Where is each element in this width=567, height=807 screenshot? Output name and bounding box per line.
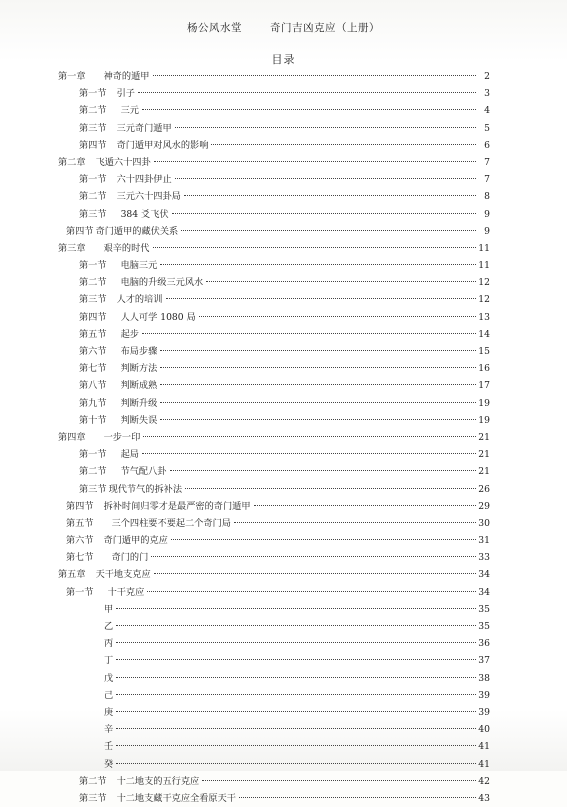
entry-number: 第三节	[79, 483, 107, 495]
entry-page-number: 21	[478, 449, 490, 461]
entry-title: 起局	[120, 449, 139, 461]
entry-page-number: 38	[478, 672, 490, 684]
toc-section-entry	[58, 584, 490, 601]
entry-number: 第三节	[79, 122, 107, 134]
entry-page-number: 7	[484, 174, 490, 186]
entry-title: 十二地支的五行克应	[116, 775, 200, 787]
entry-page-number: 34	[478, 569, 490, 581]
toc-section-entry	[58, 515, 490, 532]
dot-leader	[234, 522, 476, 523]
toc-section-entry	[58, 274, 490, 291]
toc-subentry	[58, 618, 490, 635]
entry-title: 拆补时间归零才是最严密的奇门遁甲	[103, 500, 251, 512]
entry-number: 第一章	[58, 71, 86, 82]
header-book-title: 奇门吉凶克应（上册）	[270, 22, 380, 34]
toc-section-entry	[58, 223, 490, 240]
toc-section-entry	[58, 120, 490, 137]
entry-page-number: 19	[478, 397, 490, 409]
entry-number: 第十节	[79, 414, 107, 426]
toc-chapter-entry	[58, 154, 490, 171]
entry-page-number: 11	[478, 260, 490, 272]
dot-leader	[185, 488, 476, 489]
dot-leader	[147, 591, 476, 592]
toc-section-entry	[58, 412, 490, 429]
dot-leader	[142, 453, 476, 454]
entry-page-number: 7	[484, 156, 490, 168]
entry-number: 第八节	[79, 380, 107, 392]
dot-leader	[116, 677, 476, 678]
entry-number: 第五节	[79, 328, 107, 340]
entry-page-number: 16	[478, 363, 490, 375]
entry-title: 庚	[104, 706, 114, 718]
entry-page-number: 31	[478, 535, 490, 547]
dot-leader	[138, 92, 476, 93]
entry-page-number: 41	[478, 741, 490, 753]
toc-section-entry	[58, 532, 490, 549]
toc-section-entry	[58, 309, 490, 326]
dot-leader	[143, 436, 476, 437]
dot-leader	[116, 625, 476, 626]
dot-leader	[166, 298, 477, 299]
dot-leader	[170, 470, 477, 471]
entry-page-number: 8	[484, 191, 490, 203]
entry-number: 第一节	[79, 174, 107, 186]
entry-page-number: 9	[484, 225, 490, 237]
entry-number: 第四节	[66, 500, 94, 512]
entry-title: 电脑三元	[120, 260, 158, 272]
table-of-contents	[58, 68, 490, 807]
toc-section-entry	[58, 463, 490, 480]
toc-heading: 目录	[271, 53, 296, 66]
dot-leader	[239, 797, 476, 798]
entry-number: 第四节	[79, 139, 107, 151]
entry-number: 第四节	[79, 311, 107, 323]
entry-page-number: 41	[478, 758, 490, 770]
entry-number: 第五节	[66, 517, 94, 529]
entry-number: 第五章	[58, 569, 86, 581]
entry-title: 起步	[120, 328, 139, 340]
dot-leader	[171, 539, 476, 540]
dot-leader	[116, 711, 476, 712]
dot-leader	[175, 178, 476, 179]
entry-title: 判断失误	[120, 414, 158, 426]
entry-title: 甲	[104, 603, 114, 615]
dot-leader	[184, 195, 476, 196]
toc-section-entry	[58, 790, 490, 807]
toc-section-entry	[58, 498, 490, 515]
toc-section-entry	[58, 257, 490, 274]
entry-page-number: 6	[484, 139, 490, 151]
toc-section-entry	[58, 137, 490, 154]
toc-section-entry	[58, 773, 490, 790]
entry-page-number: 12	[478, 277, 490, 289]
entry-number: 第一节	[79, 88, 107, 100]
dot-leader	[142, 109, 476, 110]
dot-leader	[199, 316, 476, 317]
entry-page-number: 14	[478, 328, 490, 340]
toc-subentry	[58, 756, 490, 773]
dot-leader	[142, 333, 476, 334]
entry-page-number: 15	[478, 346, 490, 357]
toc-chapter-entry	[58, 566, 490, 583]
entry-page-number: 39	[478, 706, 490, 718]
entry-number: 第三章	[58, 242, 86, 254]
entry-title: 丙	[104, 638, 114, 650]
entry-page-number: 11	[478, 242, 490, 254]
entry-title: 癸	[104, 758, 114, 770]
entry-page-number: 13	[478, 311, 490, 323]
entry-number: 第一节	[66, 586, 94, 598]
entry-number: 第二节	[79, 191, 107, 203]
entry-number: 第三节	[79, 294, 107, 306]
dot-leader	[172, 213, 476, 214]
entry-page-number: 42	[478, 775, 490, 787]
entry-title: 节气配八卦	[120, 466, 167, 478]
dot-leader	[116, 642, 476, 643]
toc-section-entry	[58, 206, 490, 223]
entry-page-number: 17	[478, 380, 490, 392]
entry-page-number: 19	[478, 414, 490, 426]
dot-leader	[116, 763, 476, 764]
entry-page-number: 30	[478, 517, 490, 529]
entry-number: 第六节	[66, 535, 94, 547]
entry-page-number: 33	[478, 552, 490, 564]
toc-section-entry	[58, 395, 490, 412]
entry-page-number: 12	[478, 294, 490, 306]
dot-leader	[160, 402, 476, 403]
toc-section-entry	[58, 102, 490, 119]
entry-title: 电脑的升级三元风水	[120, 277, 204, 289]
dot-leader	[254, 505, 476, 506]
entry-number: 第二节	[79, 105, 107, 117]
entry-number: 第二节	[79, 775, 107, 787]
entry-title: 己	[104, 689, 114, 701]
entry-number: 第三节	[79, 208, 107, 220]
toc-subentry	[58, 738, 490, 755]
dot-leader	[181, 230, 476, 231]
entry-page-number: 34	[478, 586, 490, 598]
entry-page-number: 2	[484, 71, 490, 82]
toc-chapter-entry	[58, 68, 490, 85]
dot-leader	[116, 608, 476, 609]
toc-subentry	[58, 652, 490, 669]
entry-title: 三元	[120, 105, 139, 117]
header-author: 杨公风水堂	[187, 22, 242, 34]
dot-leader	[211, 144, 476, 145]
entry-page-number: 5	[484, 122, 490, 134]
entry-title: 神奇的遁甲	[103, 71, 150, 82]
toc-section-entry	[58, 360, 490, 377]
toc-section-entry	[58, 377, 490, 394]
entry-title: 奇门遁甲的藏伏关系	[95, 225, 179, 237]
entry-number: 第二章	[58, 156, 86, 168]
toc-subentry	[58, 704, 490, 721]
entry-number: 第二节	[79, 277, 107, 289]
entry-page-number: 39	[478, 689, 490, 701]
entry-page-number: 4	[484, 105, 490, 117]
entry-title: 引子	[116, 88, 135, 100]
dot-leader	[160, 367, 476, 368]
entry-title: 飞遁六十四卦	[95, 156, 151, 168]
dot-leader	[154, 573, 476, 574]
entry-title: 丁	[104, 655, 114, 667]
entry-number: 第一节	[79, 449, 107, 461]
toc-subentry	[58, 721, 490, 738]
dot-leader	[116, 745, 476, 746]
toc-subentry	[58, 635, 490, 652]
toc-section-entry	[58, 188, 490, 205]
toc-section-entry	[58, 446, 490, 463]
entry-title: 奇门遁甲对风水的影响	[116, 139, 209, 151]
entry-number: 第四章	[58, 431, 86, 443]
entry-title: 三元六十四卦局	[116, 191, 181, 203]
entry-title: 三个四柱要不要起二个奇门局	[111, 517, 231, 529]
entry-title: 人人可学 1080 局	[120, 311, 196, 323]
entry-title: 判断成熟	[120, 380, 158, 392]
entry-title: 一步一印	[103, 431, 141, 443]
dot-leader	[153, 247, 477, 248]
entry-title: 人才的培训	[116, 294, 163, 306]
entry-title: 十二地支藏干克应全看原天干	[116, 792, 236, 804]
entry-title: 384 爻飞伏	[120, 208, 169, 220]
entry-page-number: 26	[478, 483, 490, 495]
entry-page-number: 29	[478, 500, 490, 512]
toc-section-entry	[58, 291, 490, 308]
entry-page-number: 40	[478, 724, 490, 736]
entry-page-number: 35	[478, 621, 490, 632]
entry-number: 第二节	[79, 466, 107, 478]
toc-section-entry	[58, 481, 490, 498]
dot-leader	[160, 264, 476, 265]
entry-page-number: 21	[478, 466, 490, 478]
entry-title: 艰辛的时代	[103, 242, 150, 254]
dot-leader	[160, 384, 476, 385]
entry-title: 三元奇门遁甲	[116, 122, 172, 134]
entry-number: 第一节	[79, 260, 107, 272]
dot-leader	[202, 780, 476, 781]
dot-leader	[154, 161, 476, 162]
entry-title: 判断升级	[120, 397, 158, 409]
entry-page-number: 37	[478, 655, 490, 667]
toc-section-entry	[58, 326, 490, 343]
entry-page-number: 21	[478, 431, 490, 443]
entry-title: 十干克应	[107, 586, 145, 598]
toc-section-entry	[58, 343, 490, 360]
toc-subentry	[58, 601, 490, 618]
toc-chapter-entry	[58, 429, 490, 446]
entry-page-number: 9	[484, 208, 490, 220]
toc-subentry	[58, 670, 490, 687]
dot-leader	[116, 694, 476, 695]
entry-title: 现代节气的拆补法	[108, 483, 183, 495]
dot-leader	[151, 556, 476, 557]
dot-leader	[160, 350, 476, 351]
toc-section-entry	[58, 85, 490, 102]
dot-leader	[153, 75, 477, 76]
entry-title: 乙	[104, 621, 114, 632]
entry-title: 辛	[104, 724, 114, 736]
entry-title: 奇门的门	[111, 552, 149, 564]
entry-page-number: 43	[478, 792, 490, 804]
entry-title: 奇门遁甲的克应	[103, 535, 168, 547]
dot-leader	[175, 127, 476, 128]
entry-page-number: 3	[484, 88, 490, 100]
entry-number: 第七节	[79, 363, 107, 375]
entry-number: 第九节	[79, 397, 107, 409]
dot-leader	[116, 659, 476, 660]
entry-title: 判断方法	[120, 363, 158, 375]
entry-title: 壬	[104, 741, 114, 753]
entry-page-number: 35	[478, 603, 490, 615]
dot-leader	[160, 419, 476, 420]
entry-title: 天干地支克应	[95, 569, 151, 581]
entry-title: 戊	[104, 672, 114, 684]
dot-leader	[116, 728, 476, 729]
entry-number: 第七节	[66, 552, 94, 564]
toc-chapter-entry	[58, 240, 490, 257]
dot-leader	[206, 281, 476, 282]
toc-subentry	[58, 687, 490, 704]
entry-number: 第六节	[79, 346, 107, 357]
page-header	[0, 20, 567, 35]
toc-section-entry	[58, 171, 490, 188]
entry-number: 第三节	[79, 792, 107, 804]
entry-number: 第四节	[66, 225, 94, 237]
entry-title: 六十四卦伊止	[116, 174, 172, 186]
entry-page-number: 36	[478, 638, 490, 650]
entry-title: 布局步骤	[120, 346, 158, 357]
toc-section-entry	[58, 549, 490, 566]
